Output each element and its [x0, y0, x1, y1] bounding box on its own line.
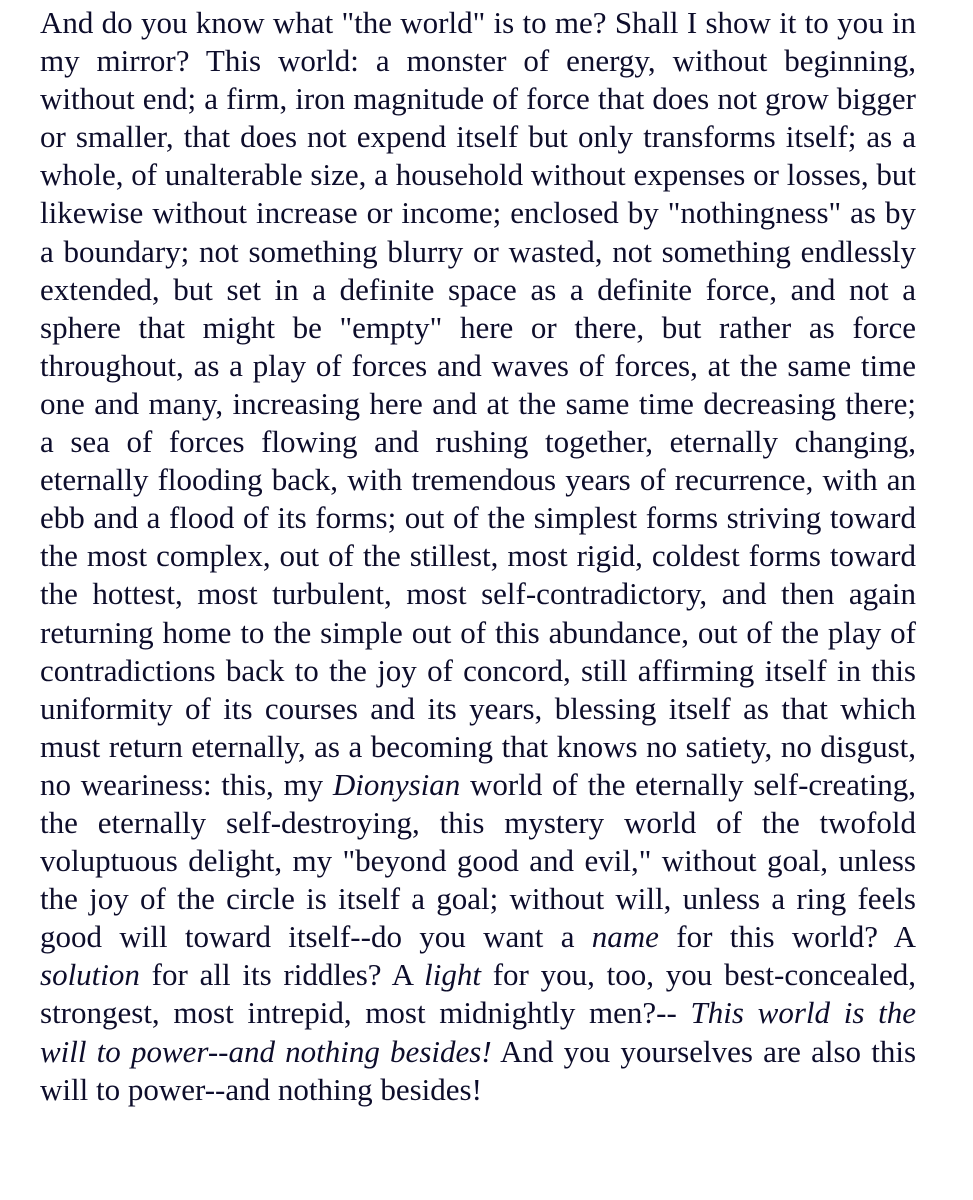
text-segment: And you yourselves are also this will to power--and nothing besides! [40, 1033, 917, 1107]
emphasis-name: name [591, 919, 659, 955]
emphasis-solution: solution [40, 957, 140, 993]
text-segment: And do you know what "the world" is to me? Shall I show it to you in my mirror? This world: a monster of energy, without beginning, without end; a firm, iron magnitude of force that does not grow bigger or smaller, that does not expend itself but only transforms itself; as a whole, of unalterable size, a household without expenses or losses, but likewise without increase or income; enclosed by "nothingness" as by a boundary; not something blurry or wasted, not something endlessly extended, but set in a definite space as a definite force, and not a sphere that might be "empty" here or there, but rather as force throughout, as a play of forces and waves of forces, at the same time one and many, increasing here and at the same time decreasing there; a sea of forces flowing and rushing together, eternally changing, eternally flooding back, with tremendous years of recurrence, with an ebb and a flood of its forms; out of the simplest forms striving toward the most complex, out of the stillest, most rigid, coldest forms toward the hottest, most turbulent, most self-contradictory, and then again returning home to the simple out of this abundance, out of the play of contradictions back to the joy of concord, still affirming itself in this uniformity of its courses and its years, blessing itself as that which must return eternally, as a becoming that knows no satiety, no disgust, no weariness: this, my [40, 5, 916, 802]
emphasis-dionysian: Dionysian [332, 766, 461, 802]
text-segment: for you, too, you best-concealed, strongest, most intrepid, most midnightly men?-- [40, 957, 916, 1031]
emphasis-will-to-power: This world is the will to power--and nothing besides! [40, 995, 916, 1069]
text-segment: for all its riddles? A [139, 957, 425, 993]
emphasis-light: light [424, 957, 481, 993]
text-segment: world of the eternally self-creating, the eternally self-destroying, this mystery world of the twofold voluptuous delight, my "beyond good and evil," without goal, unless the joy of the circle is itself a goal; without will, unless a ring feels good will toward itself--do you want a [40, 766, 916, 955]
text-segment: for this world? A [658, 919, 916, 955]
body-paragraph [40, 4, 916, 1109]
